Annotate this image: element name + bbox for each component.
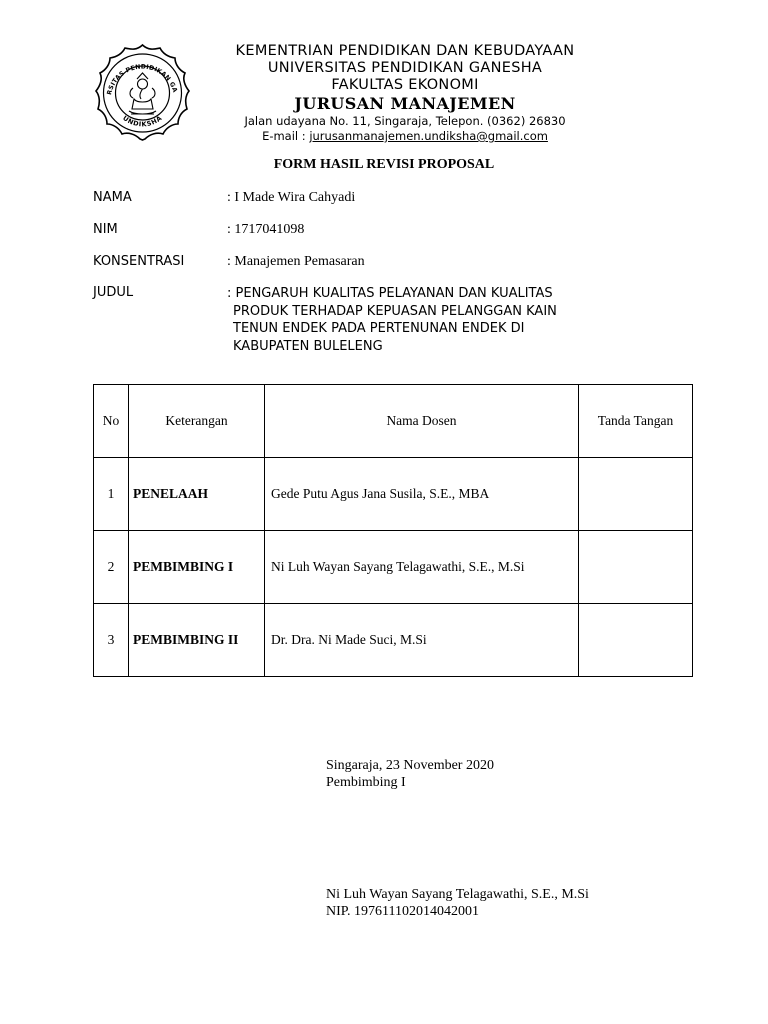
svg-text:UNDIKSHA: [121, 114, 164, 128]
row-no: 2: [94, 531, 129, 604]
nama-value: : I Made Wira Cahyadi: [227, 190, 356, 205]
judul-line: : PENGARUH KUALITAS PELAYANAN DAN KUALITAS: [227, 286, 553, 301]
email-prefix: E-mail :: [262, 129, 310, 143]
university-logo: [93, 43, 192, 142]
table-row: [94, 458, 693, 531]
signer-role: Pembimbing I: [326, 775, 406, 790]
place-date: Singaraja, 23 November 2020: [326, 758, 494, 773]
header-keterangan: Keterangan: [129, 385, 265, 458]
university-name: UNIVERSITAS PENDIDIKAN GANESHA: [267, 60, 543, 76]
form-title: FORM HASIL REVISI PROPOSAL: [273, 157, 495, 172]
judul-label: JUDUL: [93, 285, 134, 300]
row-signature-cell: [579, 458, 693, 531]
judul-value: [227, 285, 557, 355]
judul-line: KABUPATEN BULELENG: [233, 338, 383, 354]
email-line: [200, 129, 610, 144]
row-keterangan: PEMBIMBING I: [129, 531, 265, 604]
address-line: Jalan udayana No. 11, Singaraja, Telepon. (0362) 26830: [244, 114, 566, 128]
row-keterangan: PEMBIMBING II: [129, 604, 265, 677]
konsentrasi-value: : Manajemen Pemasaran: [227, 254, 365, 269]
judul-line: TENUN ENDEK PADA PERTENUNAN ENDEK DI: [233, 321, 525, 336]
table-header-row: [94, 385, 693, 458]
letterhead: [200, 43, 610, 144]
department-name: JURUSAN MANAJEMEN: [294, 94, 516, 113]
row-no: 3: [94, 604, 129, 677]
row-nama-dosen: Ni Luh Wayan Sayang Telagawathi, S.E., M.Si: [265, 531, 579, 604]
signer-name: Ni Luh Wayan Sayang Telagawathi, S.E., M.Si: [326, 887, 589, 902]
nama-label: NAMA: [93, 190, 132, 205]
logo-bottom-text: UNDIKSHA: [121, 113, 164, 129]
university-seal-icon: [93, 43, 192, 142]
row-nama-dosen: Gede Putu Agus Jana Susila, S.E., MBA: [265, 458, 579, 531]
email-link[interactable]: jurusanmanajemen.undiksha@gmail.com: [309, 129, 548, 143]
nim-value: : 1717041098: [227, 222, 305, 237]
revision-table: [93, 384, 693, 677]
row-no: 1: [94, 458, 129, 531]
nim-label: NIM: [93, 222, 118, 237]
table-row: [94, 531, 693, 604]
header-nama-dosen: Nama Dosen: [265, 385, 579, 458]
table-row: [94, 604, 693, 677]
row-nama-dosen: Dr. Dra. Ni Made Suci, M.Si: [265, 604, 579, 677]
header-tanda-tangan: Tanda Tangan: [579, 385, 693, 458]
logo-top-text: RSITAS PENDIDIKAN GA: [106, 63, 179, 96]
row-signature-cell: [579, 531, 693, 604]
header-no: No: [94, 385, 129, 458]
row-signature-cell: [579, 604, 693, 677]
konsentrasi-label: KONSENTRASI: [93, 254, 185, 269]
row-keterangan: PENELAAH: [129, 458, 265, 531]
signer-nip: NIP. 197611102014042001: [326, 904, 479, 919]
ministry-name: KEMENTRIAN PENDIDIKAN DAN KEBUDAYAAN: [235, 43, 575, 59]
faculty-name: FAKULTAS EKONOMI: [331, 77, 479, 93]
judul-line: PRODUK TERHADAP KEPUASAN PELANGGAN KAIN: [233, 303, 557, 319]
